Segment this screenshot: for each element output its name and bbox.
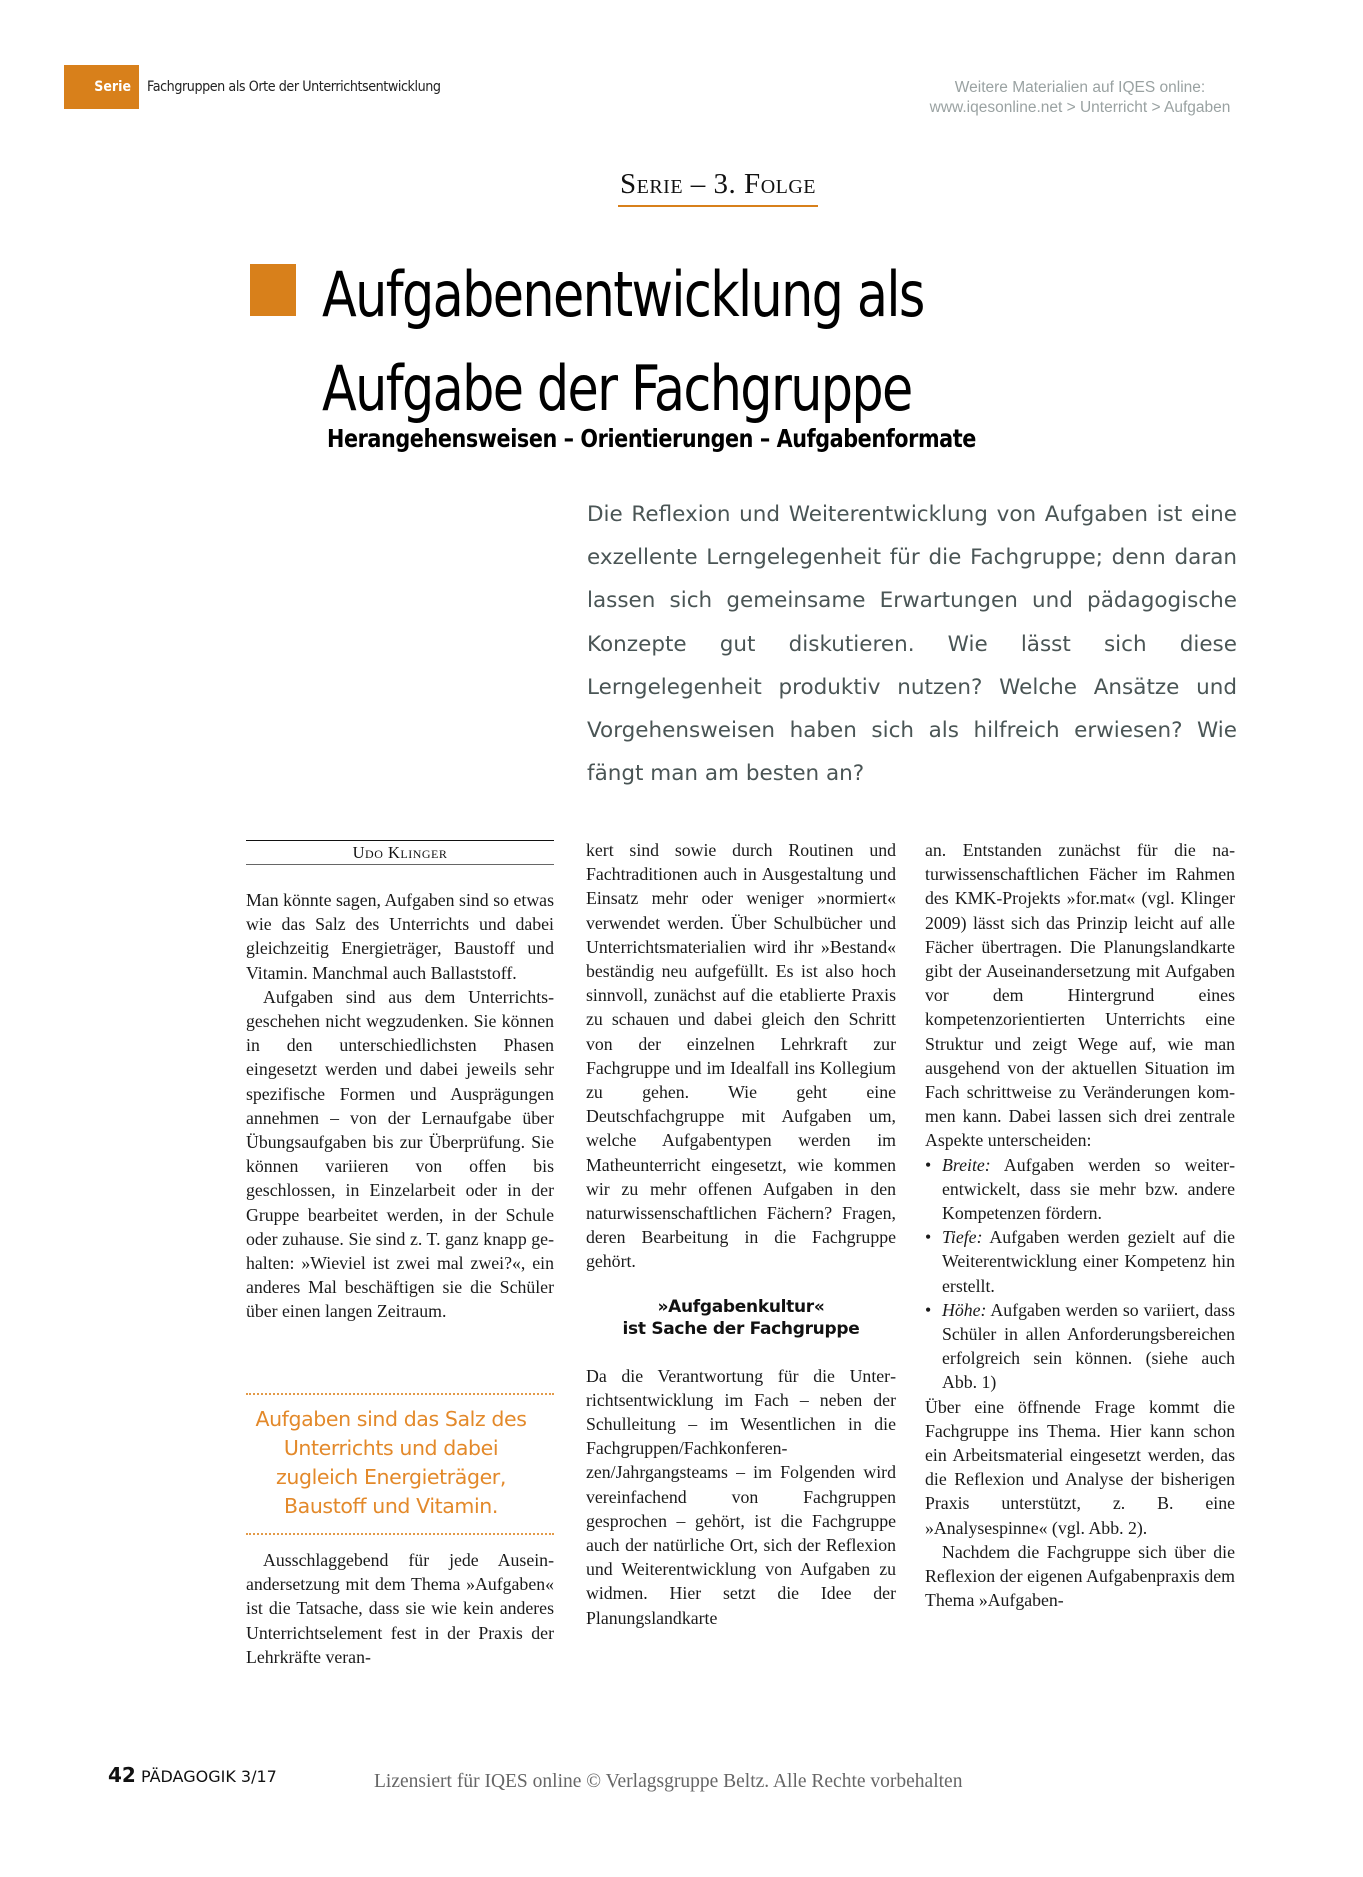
dotted-divider-bottom <box>246 1533 554 1535</box>
column-2 <box>586 838 896 1630</box>
article-title <box>322 248 924 436</box>
title-line-2: Aufgabe der Fachgruppe <box>322 352 912 425</box>
iqes-link[interactable]: www.iqesonline.net > Unterricht > Aufgaben <box>929 99 1231 116</box>
page-footer <box>108 1763 277 1787</box>
list-item-term: Höhe: <box>942 1299 987 1320</box>
column-3 <box>925 838 1235 1613</box>
iqes-notice <box>880 78 1280 118</box>
list-item <box>925 1153 1235 1226</box>
list-item-text: Aufgaben werden gezielt auf die Weiterentwicklung einer Kompetenz hin erstellt. <box>942 1227 1235 1296</box>
magazine-issue: PÄDAGOGIK 3/17 <box>140 1767 277 1786</box>
subheading-line-2: ist Sache der Fachgruppe <box>622 1318 860 1339</box>
aspects-list <box>925 1153 1235 1395</box>
list-item-term: Breite: <box>942 1154 991 1175</box>
paragraph: Aufgaben sind aus dem Unterrichtsgeschehen nicht wegzudenken. Sie können in den unterschiedlichsten Phasen eingesetzt werden und dabei jeweils sehr spezifische Formen und Ausprägungen annehmen – von der Lernaufgabe über Übungsaufgaben bis zur Überprüfung. Sie können variieren von offen bis geschlossen, in Einzelarbeit oder in der Gruppe bearbeitet werden, in der Schule oder zuhause. Sie sind z. T. ganz knapp gehalten: »Wieviel ist zwei mal zwei?«, ein anderes Mal beschäftigen sie die Schüler über einen langen Zeitraum. <box>246 986 554 1322</box>
paragraph: Man könnte sagen, Aufgaben sind so etwas wie das Salz des Unterrichts und dabei gleichzeitig Energieträger, Baustoff und Vitamin. Manchmal auch Ballaststoff. <box>246 890 554 983</box>
column-1-continued <box>246 1548 554 1669</box>
pull-quote-text: Aufgaben sind das Salz des Unterrichts und dabei zugleich Energieträger, Baustoff und Vitamin. <box>255 1407 527 1518</box>
lead-paragraph <box>587 493 1237 795</box>
list-item <box>925 1298 1235 1395</box>
title-line-1: Aufgabenentwicklung als <box>322 258 924 331</box>
series-tag: Serie <box>64 65 139 109</box>
license-notice: Lizensiert für IQES online © Verlagsgruppe Beltz. Alle Rechte vorbehalten <box>374 1771 963 1792</box>
paragraph: an. Entstanden zunächst für die naturwissenschaftlichen Fächer im Rahmen des KMK-Projekts »for.mat« (vgl. Klinger 2009) lässt sich das Prinzip leicht auf alle Fächer übertragen. Die Planungslandkarte gibt der Auseinandersetzung mit Aufgaben vor dem Hintergrund eines kompetenzorientierten Unterrichts eine Struktur und zeigt Wege auf, wie man ausgehend von der aktuellen Situation im Fach schrittweise zu Veränderungen kommen kann. Dabei lassen sich drei zentrale Aspekte unterscheiden: <box>925 840 1235 1151</box>
title-square-icon <box>250 264 296 316</box>
paragraph: Ausschlaggebend für jede Auseinandersetzung mit dem Thema »Aufgaben« ist die Tatsache, dass sie wie kein anderes Unterrichtselement fest in der Praxis der Lehrkräfte veran- <box>246 1550 554 1667</box>
paragraph: kert sind sowie durch Routinen und Fachtraditionen auch in Ausgestaltung und Einsatz mehr oder weniger »normiert« verwendet werden. Über Schulbücher und Unterrichtsmaterialien wird ihr »Bestand« beständig neu aufgefüllt. Es ist also hoch sinnvoll, zunächst auf die etablierte Praxis zu schauen und dabei gleich den Schritt von der einzelnen Lehrkraft zur Fachgruppe und im Idealfall ins Kollegium zu gehen. Wie geht eine Deutschfachgruppe mit Aufgaben um, welche Aufgabentypen werden im Matheunterricht eingesetzt, wie kommen wir zu mehr offenen Aufgaben in den naturwissenschaftlichen Fächern? Fragen, deren Bearbeitung in die Fachgruppe gehört. <box>586 840 896 1272</box>
list-item-text: Aufgaben werden so variiert, dass Schüler in allen Anforderungsbereichen erfolgreich sein können. (siehe auch Abb. 1) <box>942 1299 1235 1393</box>
paragraph: Nachdem die Fachgruppe sich über die Reflexion der eigenen Aufgabenpraxis dem Thema »Aufgaben- <box>925 1541 1235 1611</box>
list-item-term: Tiefe: <box>942 1227 983 1248</box>
article-kicker: Serie – 3. Folge <box>618 168 818 207</box>
paragraph: Über eine öffnende Frage kommt die Fachgruppe ins Thema. Hier kann schon ein Arbeitsmaterial eingesetzt werden, das die Reflexion und Analyse der bisherigen Praxis unterstützt, z. B. eine »Analysespinne« (vgl. Abb. 2). <box>925 1396 1235 1538</box>
series-title: Fachgruppen als Orte der Unterrichtsentwicklung <box>147 79 441 95</box>
iqes-line-1: Weitere Materialien auf IQES online: <box>954 79 1206 96</box>
article-subtitle: Herangehensweisen – Orientierungen – Aufgabenformate <box>327 424 976 453</box>
paragraph: Da die Verantwortung für die Unterrichtsentwicklung im Fach – neben der Schulleitung – im Wesentlichen in die Fachgruppen/Fachkonferenzen/Jahrgangsteams – im Folgenden wird vereinfachend von Fachgruppen gesprochen – gehört, ist die Fachgruppe auch der natürliche Ort, sich der Reflexion und Weiterentwicklung von Aufgaben zu widmen. Hier setzt die Idee der Planungslandkarte <box>586 1365 896 1628</box>
author-byline: Udo Klinger <box>246 840 554 865</box>
section-subheading <box>586 1296 896 1340</box>
column-1 <box>246 888 554 1324</box>
pull-quote <box>108 1393 554 1535</box>
list-item-text: Aufgaben werden so weiterentwickelt, dass sie mehr bzw. andere Kompetenzen fördern. <box>942 1154 1235 1224</box>
lead-text: Die Reflexion und Weiterentwicklung von Aufgaben ist eine exzellente Lerngelegenheit für die Fachgruppe; denn daran lassen sich gemeinsame Erwartungen und pädagogische Konzepte gut diskutieren. Wie lässt sich diese Lerngelegenheit produktiv nutzen? Welche Ansätze und Vorgehensweisen haben sich als hilfreich erwiesen? Wie fängt man am besten an? <box>587 502 1237 787</box>
page-number: 42 <box>108 1763 136 1787</box>
list-item <box>925 1225 1235 1298</box>
subheading-line-1: »Aufgabenkultur« <box>657 1296 825 1317</box>
